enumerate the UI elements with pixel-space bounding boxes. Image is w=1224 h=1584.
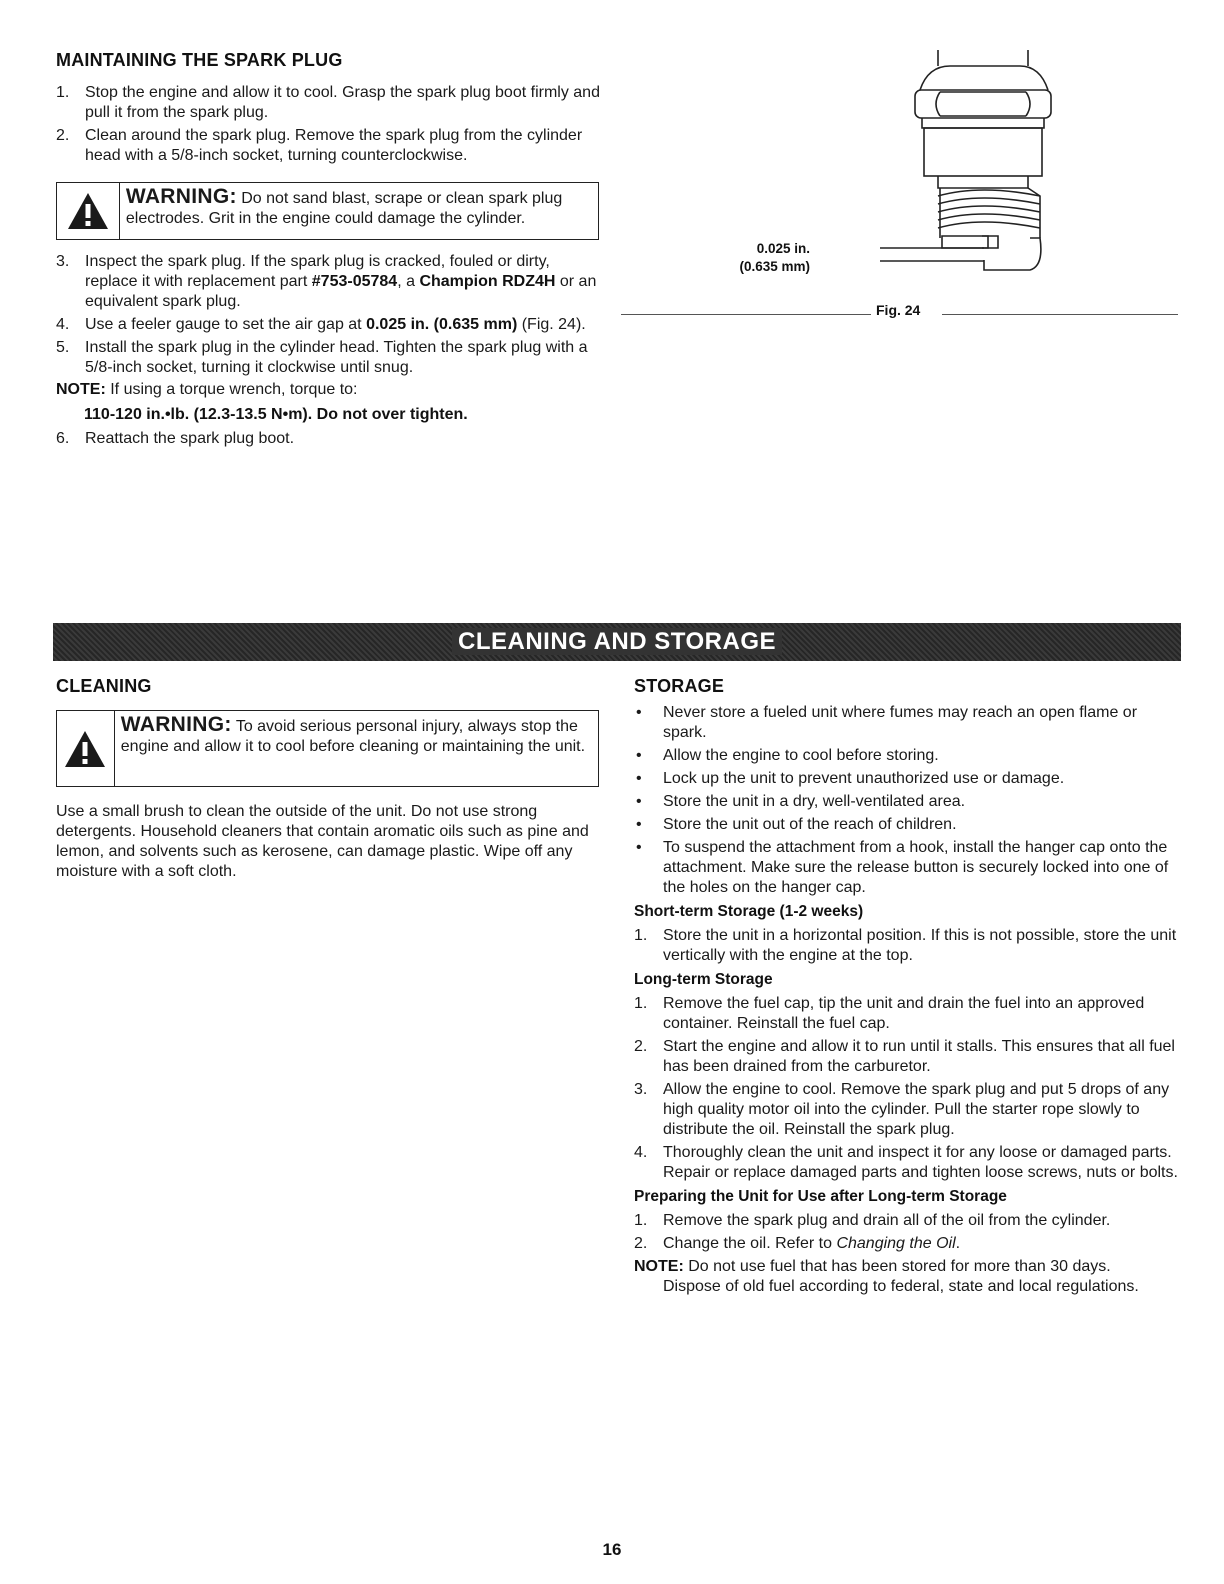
spark-warning-box	[56, 182, 599, 240]
prep-step-1: 1. Remove the spark plug and drain all of the oil from the cylinder.	[634, 1212, 1111, 1229]
spark-steps-1-2	[56, 83, 604, 169]
storage-bullet-5: • Store the unit out of the reach of children.	[636, 816, 957, 833]
storage-heading: STORAGE	[634, 676, 725, 696]
cleaning-heading: CLEANING	[56, 676, 152, 696]
warning-icon-cell	[57, 711, 115, 786]
short-term-heading: Short-term Storage (1-2 weeks)	[634, 903, 864, 920]
storage-bullet-6: • To suspend the attachment from a hook, install the hanger cap onto the attachment. Make sure the release button is securely locked into one of the holes on the hanger cap.	[636, 839, 1169, 896]
storage-note-cont: Dispose of old fuel according to federal, state and local regulations.	[663, 1278, 1139, 1295]
warning-icon-cell	[57, 183, 120, 239]
fig-rule-right	[942, 314, 1178, 315]
spark-step-2: 2. Clean around the spark plug. Remove the spark plug from the cylinder head with a 5/8-inch socket, turning counterclockwise.	[56, 127, 583, 164]
fig-rule-left	[621, 314, 871, 315]
storage-bullet-3: • Lock up the unit to prevent unauthorized use or damage.	[636, 770, 1065, 787]
storage-content	[634, 703, 1182, 1297]
spark-step-6: 6. Reattach the spark plug boot.	[56, 430, 295, 447]
long-term-heading: Long-term Storage	[634, 971, 773, 988]
cleaning-warning-box	[56, 710, 599, 787]
fig-caption: Fig. 24	[876, 302, 921, 318]
warning-triangle-icon	[66, 191, 110, 231]
spark-step-1: 1. Stop the engine and allow it to cool. Grasp the spark plug boot firmly and pull it from the spark plug.	[56, 84, 600, 121]
storage-bullet-1: • Never store a fueled unit where fumes may reach an open flame or spark.	[636, 704, 1138, 741]
storage-bullet-4: • Store the unit in a dry, well-ventilated area.	[636, 793, 966, 810]
section-banner: CLEANING AND STORAGE	[53, 623, 1181, 661]
gap-measurement-label: 0.025 in. (0.635 mm)	[739, 241, 810, 274]
spark-step-4: 4. Use a feeler gauge to set the air gap at 0.025 in. (0.635 mm) (Fig. 24).	[56, 316, 586, 333]
short-term-step-1: 1. Store the unit in a horizontal position. If this is not possible, store the unit vertically with the engine at the top.	[634, 927, 1177, 964]
long-term-step-2: 2. Start the engine and allow it to run until it stalls. This ensures that all fuel has been drained from the carburetor.	[634, 1038, 1175, 1075]
long-term-step-1: 1. Remove the fuel cap, tip the unit and drain the fuel into an approved container. Reinstall the fuel cap.	[634, 995, 1145, 1032]
cleaning-warning-text: WARNING: To avoid serious personal injury, always stop the engine and allow it to cool before cleaning or maintaining the unit.	[120, 713, 586, 755]
spark-warning-text: WARNING: Do not sand blast, scrape or clean spark plug electrodes. Grit in the engine could damage the cylinder.	[125, 185, 563, 227]
torque-spec: 110-120 in.•lb. (12.3-13.5 N•m). Do not over tighten.	[84, 406, 468, 423]
cleaning-paragraph: Use a small brush to clean the outside of the unit. Do not use strong detergents. Household cleaners that contain aromatic oils such as pine and lemon, and solvents such as kerosene, can damage plastic. Wipe off any moisture with a soft cloth.	[56, 803, 589, 880]
long-term-step-3: 3. Allow the engine to cool. Remove the spark plug and put 5 drops of any high quality motor oil into the cylinder. Pull the starter rope slowly to distribute the oil. Reinstall the spark plug.	[634, 1081, 1170, 1138]
warning-triangle-icon	[63, 729, 107, 769]
spark-steps-3-6	[56, 252, 604, 452]
storage-bullet-2: • Allow the engine to cool before storing.	[636, 747, 939, 764]
spark-step-3: 3. Inspect the spark plug. If the spark plug is cracked, fouled or dirty, replace it with replacement part #753-05784, a Champion RDZ4H or an equivalent spark plug.	[56, 253, 597, 310]
spark-heading: MAINTAINING THE SPARK PLUG	[56, 50, 343, 70]
page-number: 16	[602, 1540, 622, 1559]
spark-step-5: 5. Install the spark plug in the cylinder head. Tighten the spark plug with a 5/8-inch socket, turning it clockwise until snug.	[56, 339, 588, 376]
prep-heading: Preparing the Unit for Use after Long-term Storage	[634, 1188, 1007, 1205]
long-term-step-4: 4. Thoroughly clean the unit and inspect it for any loose or damaged parts. Repair or replace damaged parts and tighten loose screws, nuts or bolts.	[634, 1144, 1178, 1181]
spark-plug-illustration	[880, 48, 1080, 308]
prep-step-2: 2. Change the oil. Refer to Changing the Oil.	[634, 1235, 961, 1252]
spark-note: NOTE: If using a torque wrench, torque to:	[56, 381, 358, 398]
storage-note: NOTE: Do not use fuel that has been stored for more than 30 days.	[634, 1258, 1111, 1275]
